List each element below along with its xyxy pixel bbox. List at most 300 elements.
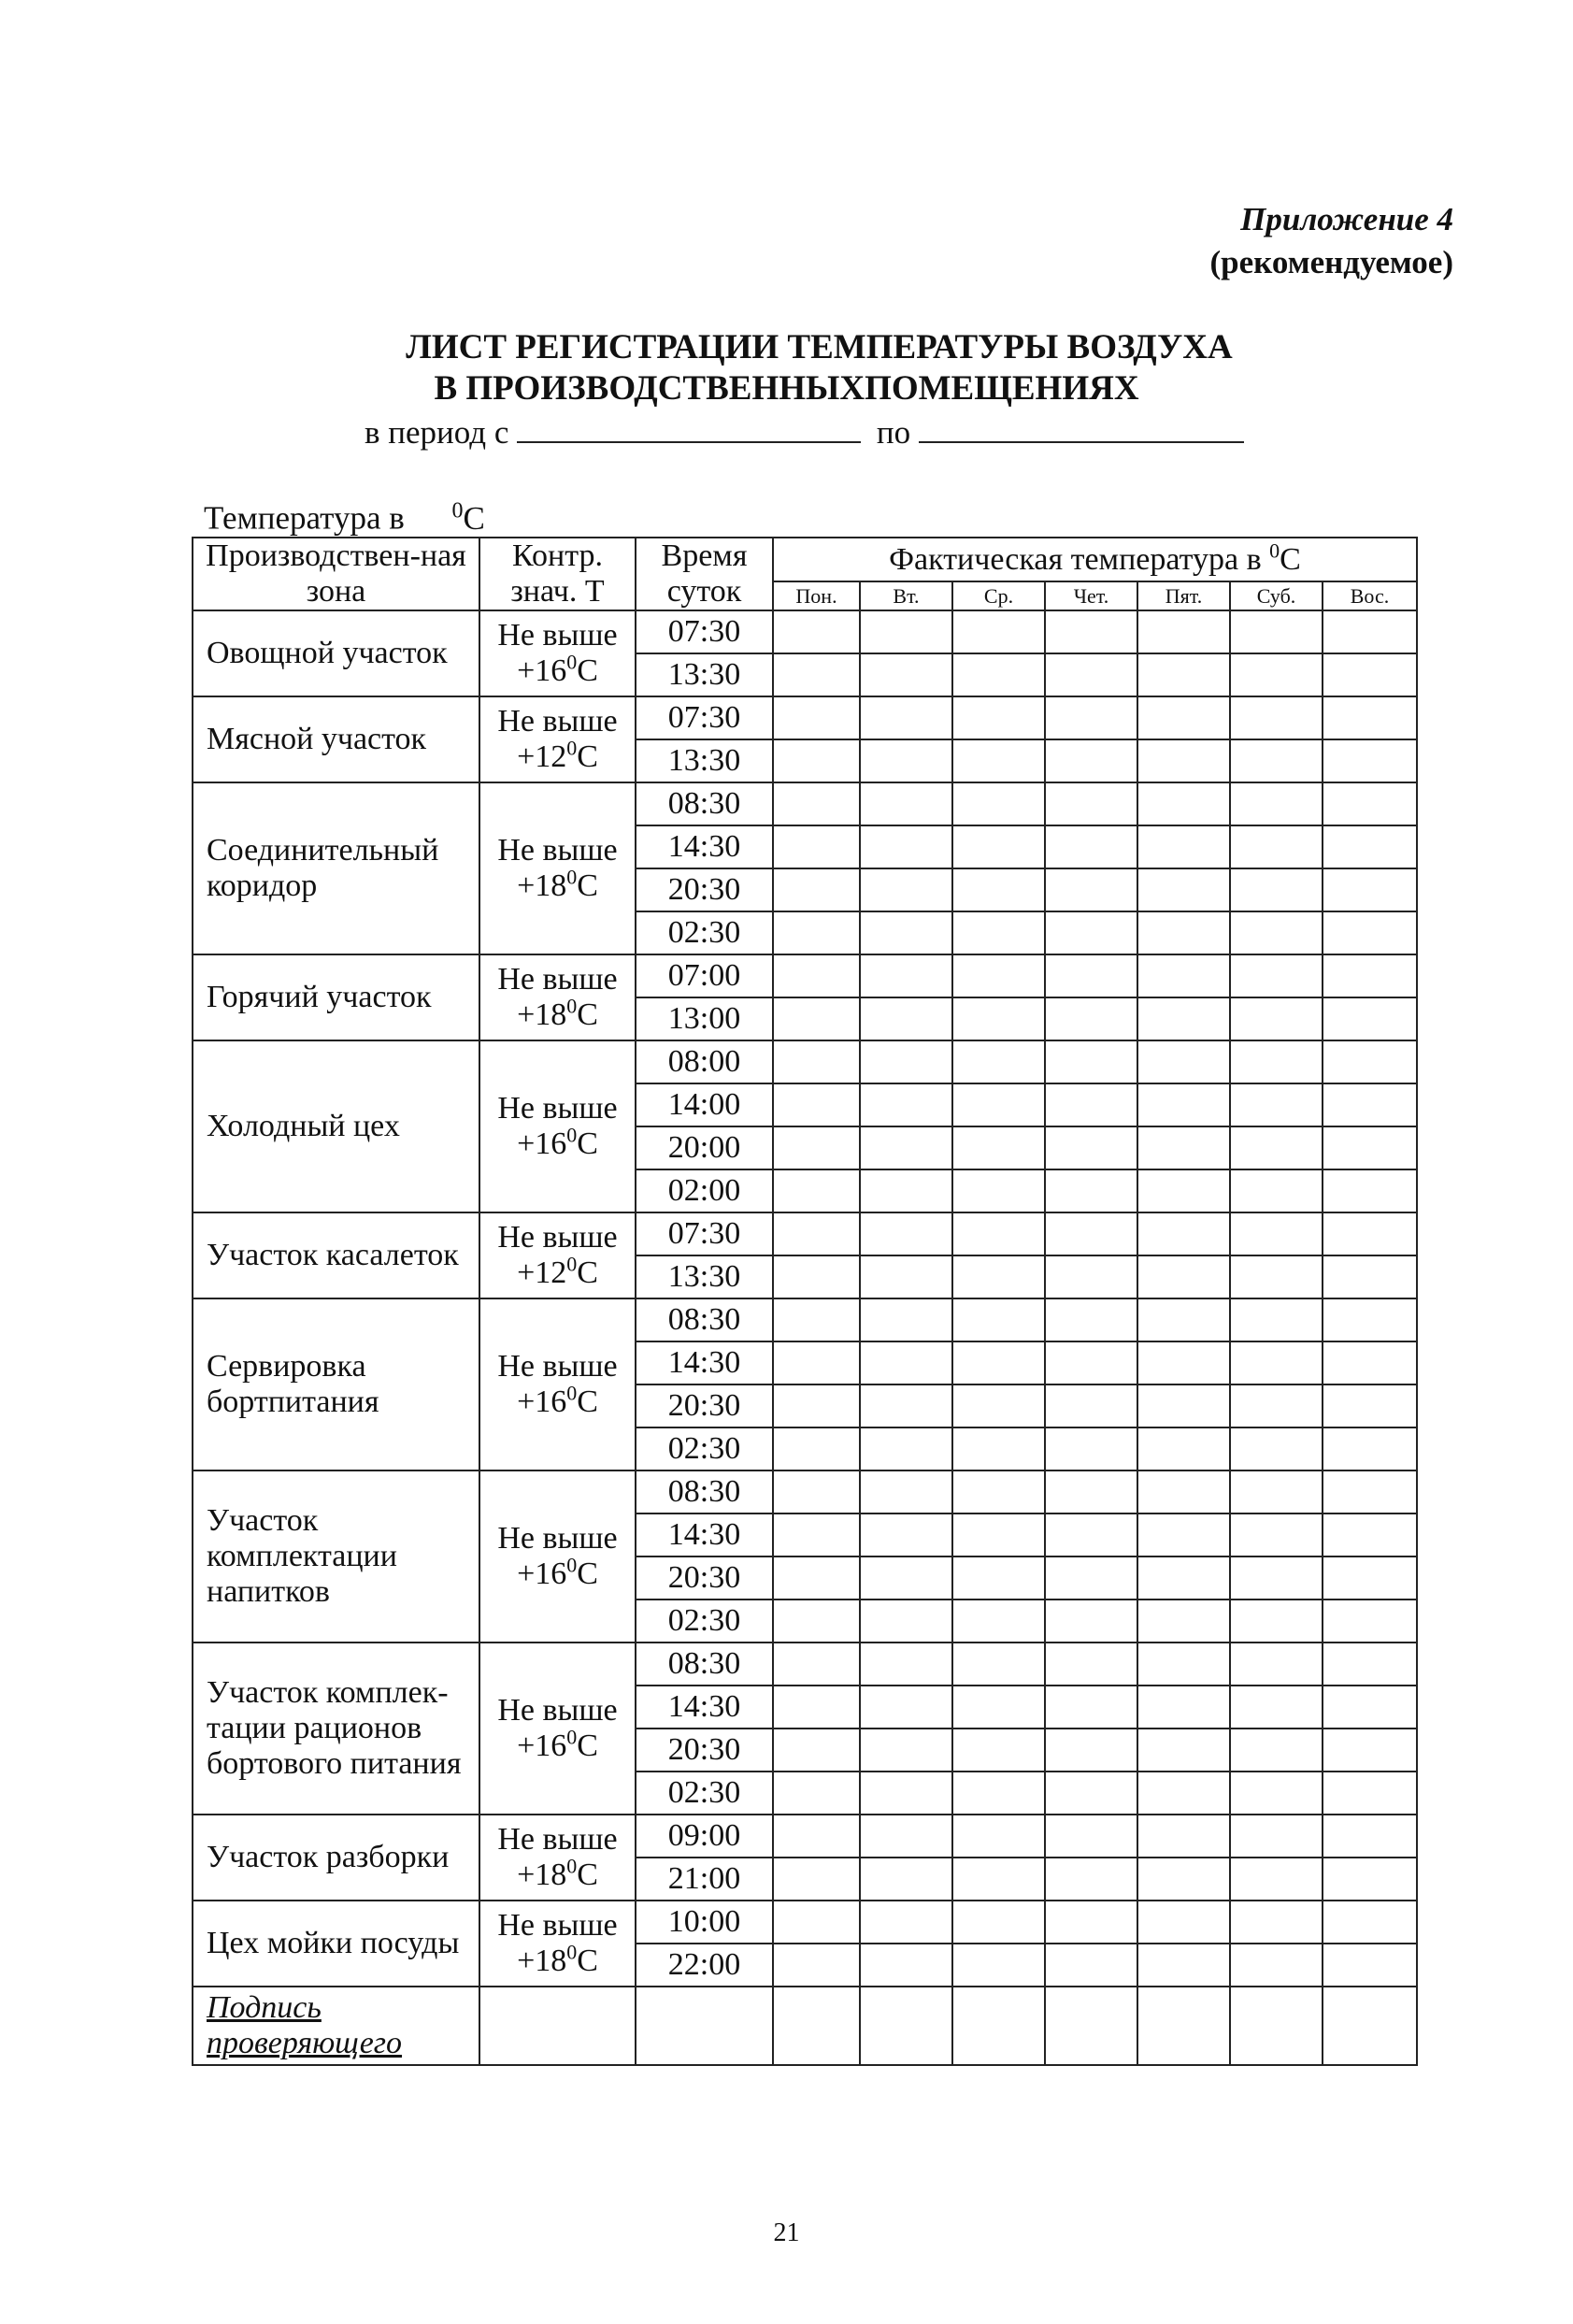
time-cell: 07:30 — [636, 696, 773, 739]
temperature-entry-cell[interactable] — [1230, 1901, 1323, 1944]
temperature-entry-cell[interactable] — [773, 1212, 860, 1255]
temperature-entry-cell[interactable] — [773, 1600, 860, 1643]
temperature-entry-cell[interactable] — [1045, 1901, 1137, 1944]
signature-entry-cell[interactable] — [1230, 1987, 1323, 2065]
temperature-entry-cell[interactable] — [1137, 1815, 1230, 1858]
temperature-entry-cell[interactable] — [860, 1298, 952, 1341]
temperature-entry-cell[interactable] — [1230, 1815, 1323, 1858]
temperature-entry-cell[interactable] — [1323, 1772, 1417, 1815]
temperature-entry-cell[interactable] — [952, 1513, 1045, 1557]
control-temp-unit: C — [577, 739, 598, 774]
temperature-entry-cell[interactable] — [1045, 1858, 1137, 1901]
temperature-entry-cell[interactable] — [952, 1470, 1045, 1513]
temperature-entry-cell[interactable] — [1323, 1341, 1417, 1384]
temperature-entry-cell[interactable] — [1045, 1341, 1137, 1384]
temperature-entry-cell[interactable] — [1230, 1772, 1323, 1815]
temperature-entry-cell[interactable] — [1230, 1858, 1323, 1901]
temperature-entry-cell[interactable] — [1323, 696, 1417, 739]
temperature-entry-cell[interactable] — [952, 1772, 1045, 1815]
time-cell: 14:30 — [636, 825, 773, 868]
time-cell: 20:30 — [636, 1729, 773, 1772]
temperature-entry-cell[interactable] — [1323, 1255, 1417, 1298]
time-cell: 22:00 — [636, 1944, 773, 1987]
temperature-entry-cell[interactable] — [1323, 1643, 1417, 1686]
temperature-entry-cell[interactable] — [952, 1557, 1045, 1600]
temperature-entry-cell[interactable] — [860, 1470, 952, 1513]
temperature-entry-cell[interactable] — [952, 782, 1045, 825]
temperature-entry-cell[interactable] — [1137, 1557, 1230, 1600]
temperature-entry-cell[interactable] — [1323, 911, 1417, 954]
temperature-entry-cell[interactable] — [952, 1169, 1045, 1212]
signature-empty-cell — [479, 1987, 636, 2065]
temperature-entry-cell[interactable] — [1323, 1083, 1417, 1126]
temperature-entry-cell[interactable] — [1137, 868, 1230, 911]
temperature-entry-cell[interactable] — [860, 696, 952, 739]
control-label: Не выше — [497, 1521, 618, 1556]
temperature-entry-cell[interactable] — [1045, 954, 1137, 997]
temperature-entry-cell[interactable] — [860, 825, 952, 868]
temperature-entry-cell[interactable] — [773, 1126, 860, 1169]
temperature-entry-cell[interactable] — [773, 1255, 860, 1298]
temperature-entry-cell[interactable] — [773, 1944, 860, 1987]
control-temp-value: +16 — [517, 1557, 567, 1591]
temperature-entry-cell[interactable] — [1323, 1729, 1417, 1772]
time-cell: 14:30 — [636, 1513, 773, 1557]
temperature-entry-cell[interactable] — [1323, 1298, 1417, 1341]
period-to-label: по — [876, 414, 911, 451]
degree-sup: 0 — [566, 1854, 578, 1878]
temperature-entry-cell[interactable] — [1045, 997, 1137, 1040]
temperature-entry-cell[interactable] — [773, 1341, 860, 1384]
temperature-entry-cell[interactable] — [1137, 1083, 1230, 1126]
temperature-entry-cell[interactable] — [773, 696, 860, 739]
temperature-entry-cell[interactable] — [1045, 1815, 1137, 1858]
temperature-entry-cell[interactable] — [860, 954, 952, 997]
temperature-entry-cell[interactable] — [773, 1083, 860, 1126]
temperature-entry-cell[interactable] — [1323, 1858, 1417, 1901]
temperature-entry-cell[interactable] — [773, 653, 860, 696]
temperature-entry-cell[interactable] — [1230, 954, 1323, 997]
temperature-entry-cell[interactable] — [1230, 1729, 1323, 1772]
temperature-entry-cell[interactable] — [1045, 1083, 1137, 1126]
temperature-entry-cell[interactable] — [1230, 1384, 1323, 1427]
temperature-entry-cell[interactable] — [952, 954, 1045, 997]
control-temp-value: +12 — [517, 1255, 567, 1290]
temperature-entry-cell[interactable] — [952, 1686, 1045, 1729]
temperature-entry-cell[interactable] — [1137, 1341, 1230, 1384]
temperature-entry-cell[interactable] — [773, 1384, 860, 1427]
signature-entry-cell[interactable] — [860, 1987, 952, 2065]
temperature-entry-cell[interactable] — [1137, 1212, 1230, 1255]
temperature-entry-cell[interactable] — [952, 868, 1045, 911]
temperature-entry-cell[interactable] — [1323, 1557, 1417, 1600]
time-cell: 08:00 — [636, 1040, 773, 1083]
temperature-entry-cell[interactable] — [860, 1384, 952, 1427]
temperature-entry-cell[interactable] — [952, 696, 1045, 739]
degree-sup: 0 — [566, 1725, 578, 1749]
temperature-entry-cell[interactable] — [1045, 1298, 1137, 1341]
temperature-entry-cell[interactable] — [1045, 1255, 1137, 1298]
temperature-entry-cell[interactable] — [1045, 1729, 1137, 1772]
control-temp-value: +18 — [517, 1944, 567, 1978]
signature-entry-cell[interactable] — [952, 1987, 1045, 2065]
temperature-entry-cell[interactable] — [773, 997, 860, 1040]
temperature-entry-cell[interactable] — [1045, 610, 1137, 653]
temperature-entry-cell[interactable] — [860, 1126, 952, 1169]
temperature-entry-cell[interactable] — [952, 1858, 1045, 1901]
temperature-entry-cell[interactable] — [952, 1729, 1045, 1772]
temperature-entry-cell[interactable] — [1137, 1470, 1230, 1513]
temperature-entry-cell[interactable] — [1230, 739, 1323, 782]
temperature-entry-cell[interactable] — [1045, 1686, 1137, 1729]
temperature-entry-cell[interactable] — [773, 610, 860, 653]
period-to-field[interactable] — [919, 413, 1244, 443]
temperature-entry-cell[interactable] — [1323, 1470, 1417, 1513]
temperature-entry-cell[interactable] — [860, 1557, 952, 1600]
temperature-entry-cell[interactable] — [773, 1427, 860, 1470]
temperature-entry-cell[interactable] — [860, 1341, 952, 1384]
temperature-entry-cell[interactable] — [1323, 1944, 1417, 1987]
temperature-entry-cell[interactable] — [1230, 782, 1323, 825]
temperature-entry-cell[interactable] — [773, 1729, 860, 1772]
temperature-entry-cell[interactable] — [1323, 1513, 1417, 1557]
temperature-entry-cell[interactable] — [1323, 997, 1417, 1040]
temperature-entry-cell[interactable] — [1230, 868, 1323, 911]
temperature-entry-cell[interactable] — [1137, 997, 1230, 1040]
temperature-entry-cell[interactable] — [860, 1169, 952, 1212]
temperature-entry-cell[interactable] — [1137, 1901, 1230, 1944]
temperature-entry-cell[interactable] — [952, 997, 1045, 1040]
time-cell: 07:00 — [636, 954, 773, 997]
zone-name: Участок разборки — [193, 1815, 479, 1901]
temperature-entry-cell[interactable] — [773, 1298, 860, 1341]
temperature-entry-cell[interactable] — [860, 1901, 952, 1944]
temperature-entry-cell[interactable] — [860, 1600, 952, 1643]
time-cell: 20:30 — [636, 1557, 773, 1600]
table-row — [193, 782, 1417, 825]
signature-entry-cell[interactable] — [1045, 1987, 1137, 2065]
signature-empty-cell — [636, 1987, 773, 2065]
temperature-entry-cell[interactable] — [1230, 1513, 1323, 1557]
temperature-entry-cell[interactable] — [1230, 1341, 1323, 1384]
temperature-entry-cell[interactable] — [1323, 954, 1417, 997]
temperature-entry-cell[interactable] — [1045, 782, 1137, 825]
temperature-entry-cell[interactable] — [1137, 782, 1230, 825]
header-zone: Производствен-ная зона — [193, 538, 479, 610]
temperature-entry-cell[interactable] — [1137, 739, 1230, 782]
zone-name: Мясной участок — [193, 696, 479, 782]
temperature-entry-cell[interactable] — [1323, 1427, 1417, 1470]
temperature-entry-cell[interactable] — [1045, 1557, 1137, 1600]
document-title-line1: ЛИСТ РЕГИСТРАЦИИ ТЕМПЕРАТУРЫ ВОЗДУХА — [406, 328, 1233, 366]
time-cell: 02:30 — [636, 1600, 773, 1643]
temperature-entry-cell[interactable] — [860, 1212, 952, 1255]
temperature-entry-cell[interactable] — [952, 1298, 1045, 1341]
temperature-entry-cell[interactable] — [1230, 1255, 1323, 1298]
temperature-entry-cell[interactable] — [773, 954, 860, 997]
temperature-entry-cell[interactable] — [1323, 1212, 1417, 1255]
temperature-entry-cell[interactable] — [1230, 1212, 1323, 1255]
time-cell: 08:30 — [636, 782, 773, 825]
temperature-entry-cell[interactable] — [773, 739, 860, 782]
temperature-entry-cell[interactable] — [1045, 1772, 1137, 1815]
temperature-entry-cell[interactable] — [1230, 1126, 1323, 1169]
control-temp-value: +18 — [517, 1858, 567, 1892]
temperature-entry-cell[interactable] — [860, 1255, 952, 1298]
table-row — [193, 1901, 1417, 1944]
temperature-entry-cell[interactable] — [1137, 1772, 1230, 1815]
day-header: Ср. — [952, 581, 1045, 610]
control-label: Не выше — [497, 1349, 618, 1384]
temperature-entry-cell[interactable] — [1045, 1600, 1137, 1643]
control-temp-unit: C — [577, 1255, 598, 1290]
temperature-entry-cell[interactable] — [1137, 1384, 1230, 1427]
time-cell: 20:00 — [636, 1126, 773, 1169]
temperature-entry-cell[interactable] — [773, 1858, 860, 1901]
temperature-entry-cell[interactable] — [1045, 1040, 1137, 1083]
temperature-entry-cell[interactable] — [1045, 825, 1137, 868]
temperature-entry-cell[interactable] — [860, 1729, 952, 1772]
temperature-entry-cell[interactable] — [952, 1643, 1045, 1686]
temperature-entry-cell[interactable] — [1137, 825, 1230, 868]
temperature-entry-cell[interactable] — [952, 739, 1045, 782]
temperature-entry-cell[interactable] — [1323, 1169, 1417, 1212]
temperature-entry-cell[interactable] — [1045, 1427, 1137, 1470]
temperature-entry-cell[interactable] — [952, 1815, 1045, 1858]
table-row — [193, 1298, 1417, 1341]
time-cell: 20:30 — [636, 868, 773, 911]
temperature-entry-cell[interactable] — [860, 739, 952, 782]
temperature-entry-cell[interactable] — [1137, 1040, 1230, 1083]
signature-row — [193, 1987, 1417, 2065]
temperature-entry-cell[interactable] — [1230, 1169, 1323, 1212]
zone-name: Горячий участок — [193, 954, 479, 1040]
temperature-entry-cell[interactable] — [1230, 1470, 1323, 1513]
time-cell: 14:30 — [636, 1686, 773, 1729]
temperature-entry-cell[interactable] — [1323, 653, 1417, 696]
temperature-entry-cell[interactable] — [952, 1427, 1045, 1470]
temperature-entry-cell[interactable] — [952, 1212, 1045, 1255]
temperature-entry-cell[interactable] — [1045, 1126, 1137, 1169]
temperature-entry-cell[interactable] — [860, 782, 952, 825]
temperature-entry-cell[interactable] — [860, 653, 952, 696]
control-temperature — [480, 1553, 635, 1592]
temperature-entry-cell[interactable] — [1137, 653, 1230, 696]
temperature-entry-cell[interactable] — [1230, 696, 1323, 739]
temperature-entry-cell[interactable] — [1230, 1557, 1323, 1600]
temperature-entry-cell[interactable] — [1137, 1427, 1230, 1470]
temperature-entry-cell[interactable] — [1137, 696, 1230, 739]
temperature-entry-cell[interactable] — [1323, 1384, 1417, 1427]
temperature-entry-cell[interactable] — [952, 1384, 1045, 1427]
temperature-entry-cell[interactable] — [1137, 1643, 1230, 1686]
control-temperature — [480, 865, 635, 904]
temperature-entry-cell[interactable] — [1230, 1686, 1323, 1729]
control-value — [479, 954, 636, 1040]
temperature-entry-cell[interactable] — [1323, 739, 1417, 782]
control-label: Не выше — [497, 618, 618, 653]
temperature-entry-cell[interactable] — [1045, 1470, 1137, 1513]
table-row — [193, 610, 1417, 653]
temperature-entry-cell[interactable] — [1137, 1944, 1230, 1987]
temperature-entry-cell[interactable] — [952, 610, 1045, 653]
temperature-entry-cell[interactable] — [1137, 1729, 1230, 1772]
temperature-entry-cell[interactable] — [1045, 1212, 1137, 1255]
temperature-entry-cell[interactable] — [773, 825, 860, 868]
temperature-entry-cell[interactable] — [773, 1901, 860, 1944]
temperature-entry-cell[interactable] — [860, 1815, 952, 1858]
table-row — [193, 1643, 1417, 1686]
temperature-entry-cell[interactable] — [1230, 1944, 1323, 1987]
temperature-entry-cell[interactable] — [1230, 653, 1323, 696]
temperature-entry-cell[interactable] — [1230, 1040, 1323, 1083]
temperature-entry-cell[interactable] — [1230, 610, 1323, 653]
temperature-entry-cell[interactable] — [860, 1686, 952, 1729]
degree-sup: 0 — [566, 865, 578, 889]
control-label: Не выше — [497, 833, 618, 868]
time-cell: 09:00 — [636, 1815, 773, 1858]
temperature-entry-cell[interactable] — [952, 1600, 1045, 1643]
temperature-entry-cell[interactable] — [952, 1944, 1045, 1987]
control-temp-value: +12 — [517, 739, 567, 774]
temperature-entry-cell[interactable] — [1137, 1858, 1230, 1901]
temperature-entry-cell[interactable] — [1137, 1513, 1230, 1557]
temperature-entry-cell[interactable] — [1230, 1600, 1323, 1643]
temperature-entry-cell[interactable] — [1230, 911, 1323, 954]
temperature-entry-cell[interactable] — [1230, 1083, 1323, 1126]
temperature-entry-cell[interactable] — [860, 1643, 952, 1686]
control-label: Не выше — [497, 704, 618, 739]
control-value — [479, 1298, 636, 1470]
temperature-entry-cell[interactable] — [1045, 1384, 1137, 1427]
temperature-entry-cell[interactable] — [1045, 739, 1137, 782]
control-temperature — [480, 736, 635, 775]
control-label: Не выше — [497, 1091, 618, 1126]
temperature-entry-cell[interactable] — [1045, 1169, 1137, 1212]
time-cell: 14:30 — [636, 1341, 773, 1384]
temperature-entry-cell[interactable] — [773, 782, 860, 825]
temperature-entry-cell[interactable] — [773, 1686, 860, 1729]
signature-entry-cell[interactable] — [773, 1987, 860, 2065]
degree-sup: 0 — [566, 1123, 578, 1147]
temperature-entry-cell[interactable] — [773, 1040, 860, 1083]
temperature-entry-cell[interactable] — [860, 911, 952, 954]
temperature-entry-cell[interactable] — [773, 1513, 860, 1557]
time-cell: 13:30 — [636, 653, 773, 696]
temperature-entry-cell[interactable] — [773, 1470, 860, 1513]
period-from-field[interactable] — [517, 413, 861, 443]
temperature-entry-cell[interactable] — [1230, 1643, 1323, 1686]
temperature-entry-cell[interactable] — [1230, 1298, 1323, 1341]
temperature-entry-cell[interactable] — [1137, 1686, 1230, 1729]
temperature-entry-cell[interactable] — [860, 1427, 952, 1470]
temperature-entry-cell[interactable] — [860, 610, 952, 653]
temperature-entry-cell[interactable] — [1323, 868, 1417, 911]
temperature-entry-cell[interactable] — [1323, 1600, 1417, 1643]
temperature-entry-cell[interactable] — [1323, 1901, 1417, 1944]
temperature-entry-cell[interactable] — [952, 825, 1045, 868]
control-label: Не выше — [497, 1220, 618, 1255]
temperature-entry-cell[interactable] — [952, 1341, 1045, 1384]
header-actual-temperature — [773, 538, 1417, 581]
temperature-entry-cell[interactable] — [1045, 1643, 1137, 1686]
temperature-entry-cell[interactable] — [860, 1083, 952, 1126]
temperature-entry-cell[interactable] — [773, 868, 860, 911]
zone-name: Соединительный коридор — [193, 782, 479, 954]
temperature-entry-cell[interactable] — [1045, 696, 1137, 739]
temperature-entry-cell[interactable] — [860, 1858, 952, 1901]
temperature-entry-cell[interactable] — [1323, 1815, 1417, 1858]
temperature-entry-cell[interactable] — [1137, 610, 1230, 653]
temperature-entry-cell[interactable] — [952, 1126, 1045, 1169]
temperature-entry-cell[interactable] — [1323, 610, 1417, 653]
day-header: Чет. — [1045, 581, 1137, 610]
temperature-entry-cell[interactable] — [1045, 911, 1137, 954]
control-temp-value: +16 — [517, 1126, 567, 1161]
temperature-entry-cell[interactable] — [773, 911, 860, 954]
temperature-entry-cell[interactable] — [860, 1944, 952, 1987]
zone-name: Холодный цех — [193, 1040, 479, 1212]
temperature-entry-cell[interactable] — [952, 1901, 1045, 1944]
temperature-entry-cell[interactable] — [1323, 825, 1417, 868]
temperature-entry-cell[interactable] — [860, 1040, 952, 1083]
control-value — [479, 1040, 636, 1212]
temperature-entry-cell[interactable] — [1137, 954, 1230, 997]
signature-entry-cell[interactable] — [1323, 1987, 1417, 2065]
control-temp-value: +16 — [517, 653, 567, 688]
temperature-entry-cell[interactable] — [860, 997, 952, 1040]
temperature-entry-cell[interactable] — [952, 653, 1045, 696]
time-cell: 20:30 — [636, 1384, 773, 1427]
temperature-entry-cell[interactable] — [773, 1169, 860, 1212]
temperature-entry-cell[interactable] — [952, 1083, 1045, 1126]
temperature-entry-cell[interactable] — [1323, 1126, 1417, 1169]
temperature-entry-cell[interactable] — [1230, 825, 1323, 868]
temperature-entry-cell[interactable] — [773, 1815, 860, 1858]
temperature-entry-cell[interactable] — [1323, 1040, 1417, 1083]
temperature-entry-cell[interactable] — [1230, 997, 1323, 1040]
header-actual-text: Фактическая температура в — [889, 541, 1262, 577]
temperature-entry-cell[interactable] — [1045, 653, 1137, 696]
control-label: Не выше — [497, 1908, 618, 1943]
temperature-entry-cell[interactable] — [773, 1557, 860, 1600]
temperature-entry-cell[interactable] — [1045, 1513, 1137, 1557]
temperature-entry-cell[interactable] — [1137, 911, 1230, 954]
temperature-entry-cell[interactable] — [952, 911, 1045, 954]
temperature-entry-cell[interactable] — [1230, 1427, 1323, 1470]
temperature-entry-cell[interactable] — [773, 1643, 860, 1686]
control-temp-unit: C — [577, 997, 598, 1032]
temperature-entry-cell[interactable] — [1045, 1944, 1137, 1987]
temperature-entry-cell[interactable] — [1137, 1169, 1230, 1212]
temperature-entry-cell[interactable] — [1137, 1126, 1230, 1169]
temperature-entry-cell[interactable] — [1137, 1255, 1230, 1298]
signature-entry-cell[interactable] — [1137, 1987, 1230, 2065]
temperature-entry-cell[interactable] — [860, 868, 952, 911]
temperature-entry-cell[interactable] — [860, 1513, 952, 1557]
temperature-entry-cell[interactable] — [1323, 782, 1417, 825]
time-cell: 02:30 — [636, 911, 773, 954]
temperature-entry-cell[interactable] — [952, 1255, 1045, 1298]
temperature-entry-cell[interactable] — [1045, 868, 1137, 911]
temperature-entry-cell[interactable] — [860, 1772, 952, 1815]
temperature-entry-cell[interactable] — [1137, 1298, 1230, 1341]
temperature-entry-cell[interactable] — [1137, 1600, 1230, 1643]
temperature-entry-cell[interactable] — [1323, 1686, 1417, 1729]
temperature-entry-cell[interactable] — [952, 1040, 1045, 1083]
table-row — [193, 954, 1417, 997]
temperature-entry-cell[interactable] — [773, 1772, 860, 1815]
